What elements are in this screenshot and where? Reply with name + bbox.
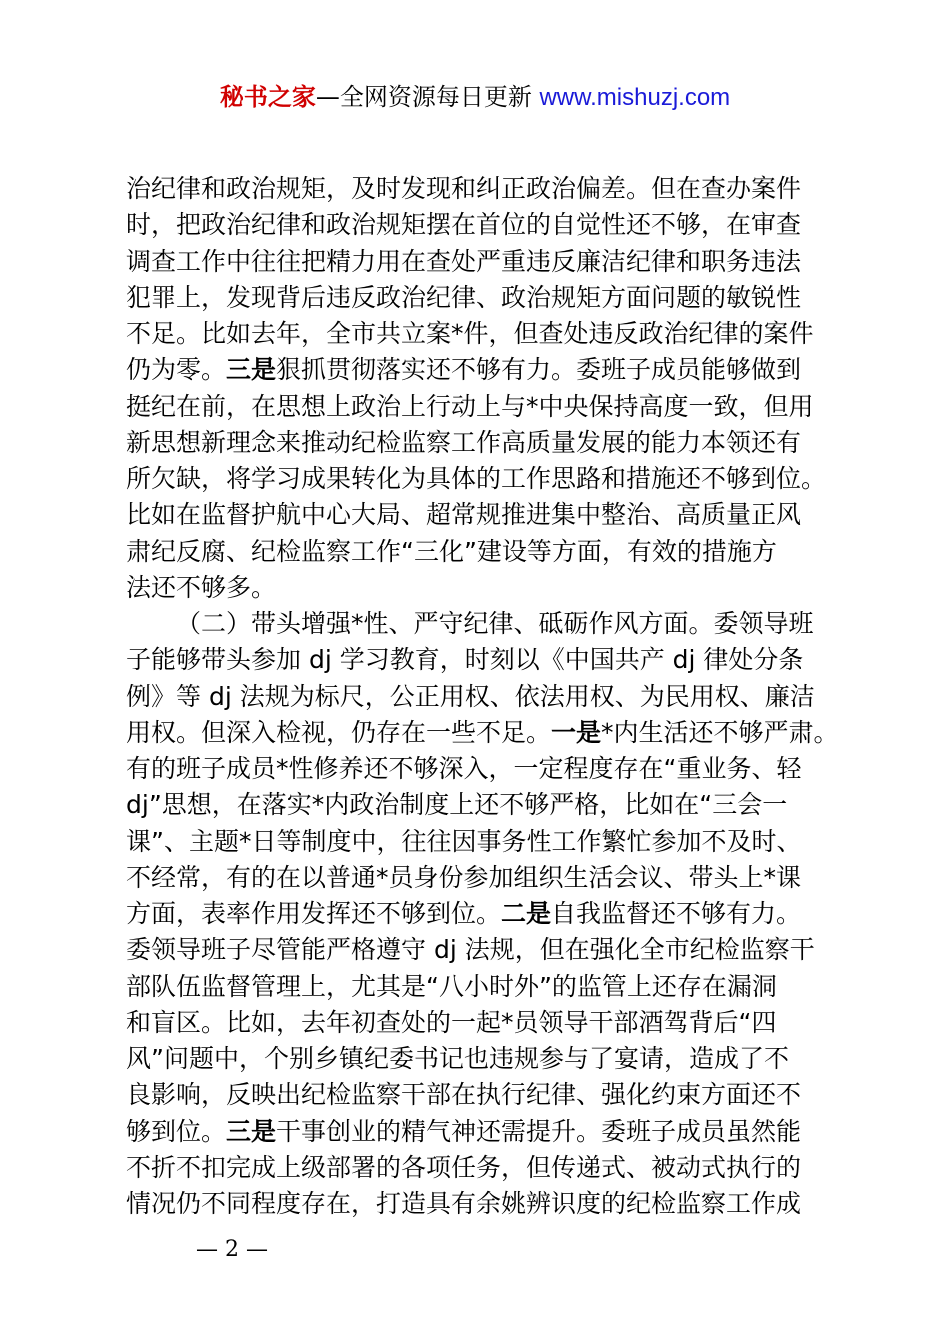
text-line	[126, 1150, 834, 1186]
text-segment: 委领导班子尽管能严格遵守 dj 法规，但在强化全市纪检监察干	[126, 935, 815, 965]
text-line	[126, 751, 834, 787]
text-line	[126, 1077, 834, 1113]
site-brand: 秘书之家	[219, 83, 316, 111]
text-line	[126, 787, 834, 823]
text-line	[126, 497, 834, 533]
text-line	[126, 1041, 834, 1077]
site-tagline: —全网资源每日更新	[315, 83, 532, 111]
text-line	[126, 1186, 834, 1222]
text-line	[126, 316, 834, 352]
text-line	[126, 896, 834, 932]
text-segment: 新思想新理念来推动纪检监察工作高质量发展的能力本领还有	[126, 427, 802, 457]
text-segment: 课”、主题*日等制度中，往往因事务性工作繁忙参加不及时、	[126, 826, 802, 856]
text-segment: 风”问题中，个别乡镇纪委书记也违规参与了宴请，造成了不	[126, 1044, 789, 1073]
text-line	[126, 171, 834, 207]
text-segment: 不足。比如去年，全市共立案*件，但查处违反政治纪律的案件	[126, 319, 814, 348]
text-line	[126, 642, 834, 678]
text-segment: 肃纪反腐、纪检监察工作“三化”建设等方面，有效的措施方	[126, 536, 777, 566]
text-line	[126, 824, 834, 860]
text-segment: 用权。但深入检视，仍存在一些不足。	[126, 717, 552, 747]
text-segment: 仍为零。	[126, 355, 227, 385]
text-segment: 治纪律和政治规矩，及时发现和纠正政治偏差。但在查办案件	[126, 174, 802, 203]
document-body	[126, 171, 839, 1222]
text-line	[126, 461, 834, 497]
text-segment: 法还不够多。	[126, 572, 277, 602]
text-segment: 挺纪在前，在思想上政治上行动上与*中央保持高度一致，但用	[126, 391, 814, 421]
text-line	[126, 1005, 834, 1041]
text-line	[126, 425, 834, 461]
text-line	[126, 570, 834, 606]
text-segment: 良影响，反映出纪检监察干部在执行纪律、强化约束方面还不	[126, 1080, 802, 1110]
text-segment: 有的班子成员*性修养还不够深入，一定程度存在“重业务、轻	[126, 754, 802, 783]
text-line	[126, 534, 834, 570]
page-number: — 2 —	[196, 1237, 268, 1262]
text-segment: 干事创业的精气神还需提升。委班子成员虽然能	[276, 1116, 802, 1146]
text-segment: 例》等 dj 法规为标尺，公正用权、依法用权、为民用权、廉洁	[126, 681, 815, 711]
text-line	[126, 280, 834, 316]
emphasis-marker: 三是	[226, 1116, 277, 1146]
text-segment: 和盲区。比如，去年初查处的一起*员领导干部酒驾背后“四	[126, 1007, 777, 1037]
text-segment: 狠抓贯彻落实还不够有力。委班子成员能够做到	[276, 355, 802, 385]
text-line	[126, 715, 839, 751]
text-segment: 情况仍不同程度存在，打造具有余姚辨识度的纪检监察工作成	[126, 1189, 802, 1218]
text-segment: dj”思想，在落实*内政治制度上还不够严格，比如在“三会一	[126, 790, 788, 820]
text-segment: （二）带头增强*性、严守纪律、砥砺作风方面。委领导班	[176, 609, 814, 638]
text-segment: *内生活还不够严肃。	[601, 717, 839, 747]
text-segment: 部队伍监督管理上，尤其是“八小时外”的监管上还存在漏洞	[126, 971, 777, 1001]
text-segment: 所欠缺，将学习成果转化为具体的工作思路和措施还不够到位。	[126, 464, 827, 493]
emphasis-marker: 三是	[226, 355, 277, 385]
text-segment: 方面，表率作用发挥还不够到位。	[126, 899, 502, 928]
text-segment: 调查工作中往往把精力用在查处严重违反廉洁纪律和职务违法	[126, 246, 802, 276]
text-line	[126, 207, 834, 243]
text-segment: 够到位。	[126, 1116, 227, 1146]
text-line	[126, 389, 834, 425]
text-segment: 犯罪上，发现背后违反政治纪律、政治规矩方面问题的敏锐性	[126, 282, 802, 312]
emphasis-marker: 二是	[501, 899, 552, 928]
site-url-link[interactable]: www.mishuzj.com	[539, 84, 731, 111]
text-line	[126, 1114, 834, 1150]
text-line	[126, 606, 834, 642]
text-segment: 比如在监督护航中心大局、超常规推进集中整治、高质量正风	[126, 500, 802, 530]
text-segment: 不折不扣完成上级部署的各项任务，但传递式、被动式执行的	[126, 1152, 802, 1182]
site-header	[0, 80, 950, 115]
text-line	[126, 352, 834, 388]
text-segment: 不经常，有的在以普通*员身份参加组织生活会议、带头上*课	[126, 862, 802, 892]
text-line	[126, 860, 834, 896]
text-segment: 自我监督还不够有力。	[551, 899, 802, 928]
emphasis-marker: 一是	[551, 717, 602, 747]
text-line	[126, 969, 834, 1005]
text-segment: 时，把政治纪律和政治规矩摆在首位的自觉性还不够，在审查	[126, 210, 802, 240]
text-segment: 子能够带头参加 dj 学习教育，时刻以《中国共产 dj 律处分条	[126, 645, 804, 675]
text-line	[126, 932, 834, 968]
text-line	[126, 679, 834, 715]
text-line	[126, 244, 834, 280]
